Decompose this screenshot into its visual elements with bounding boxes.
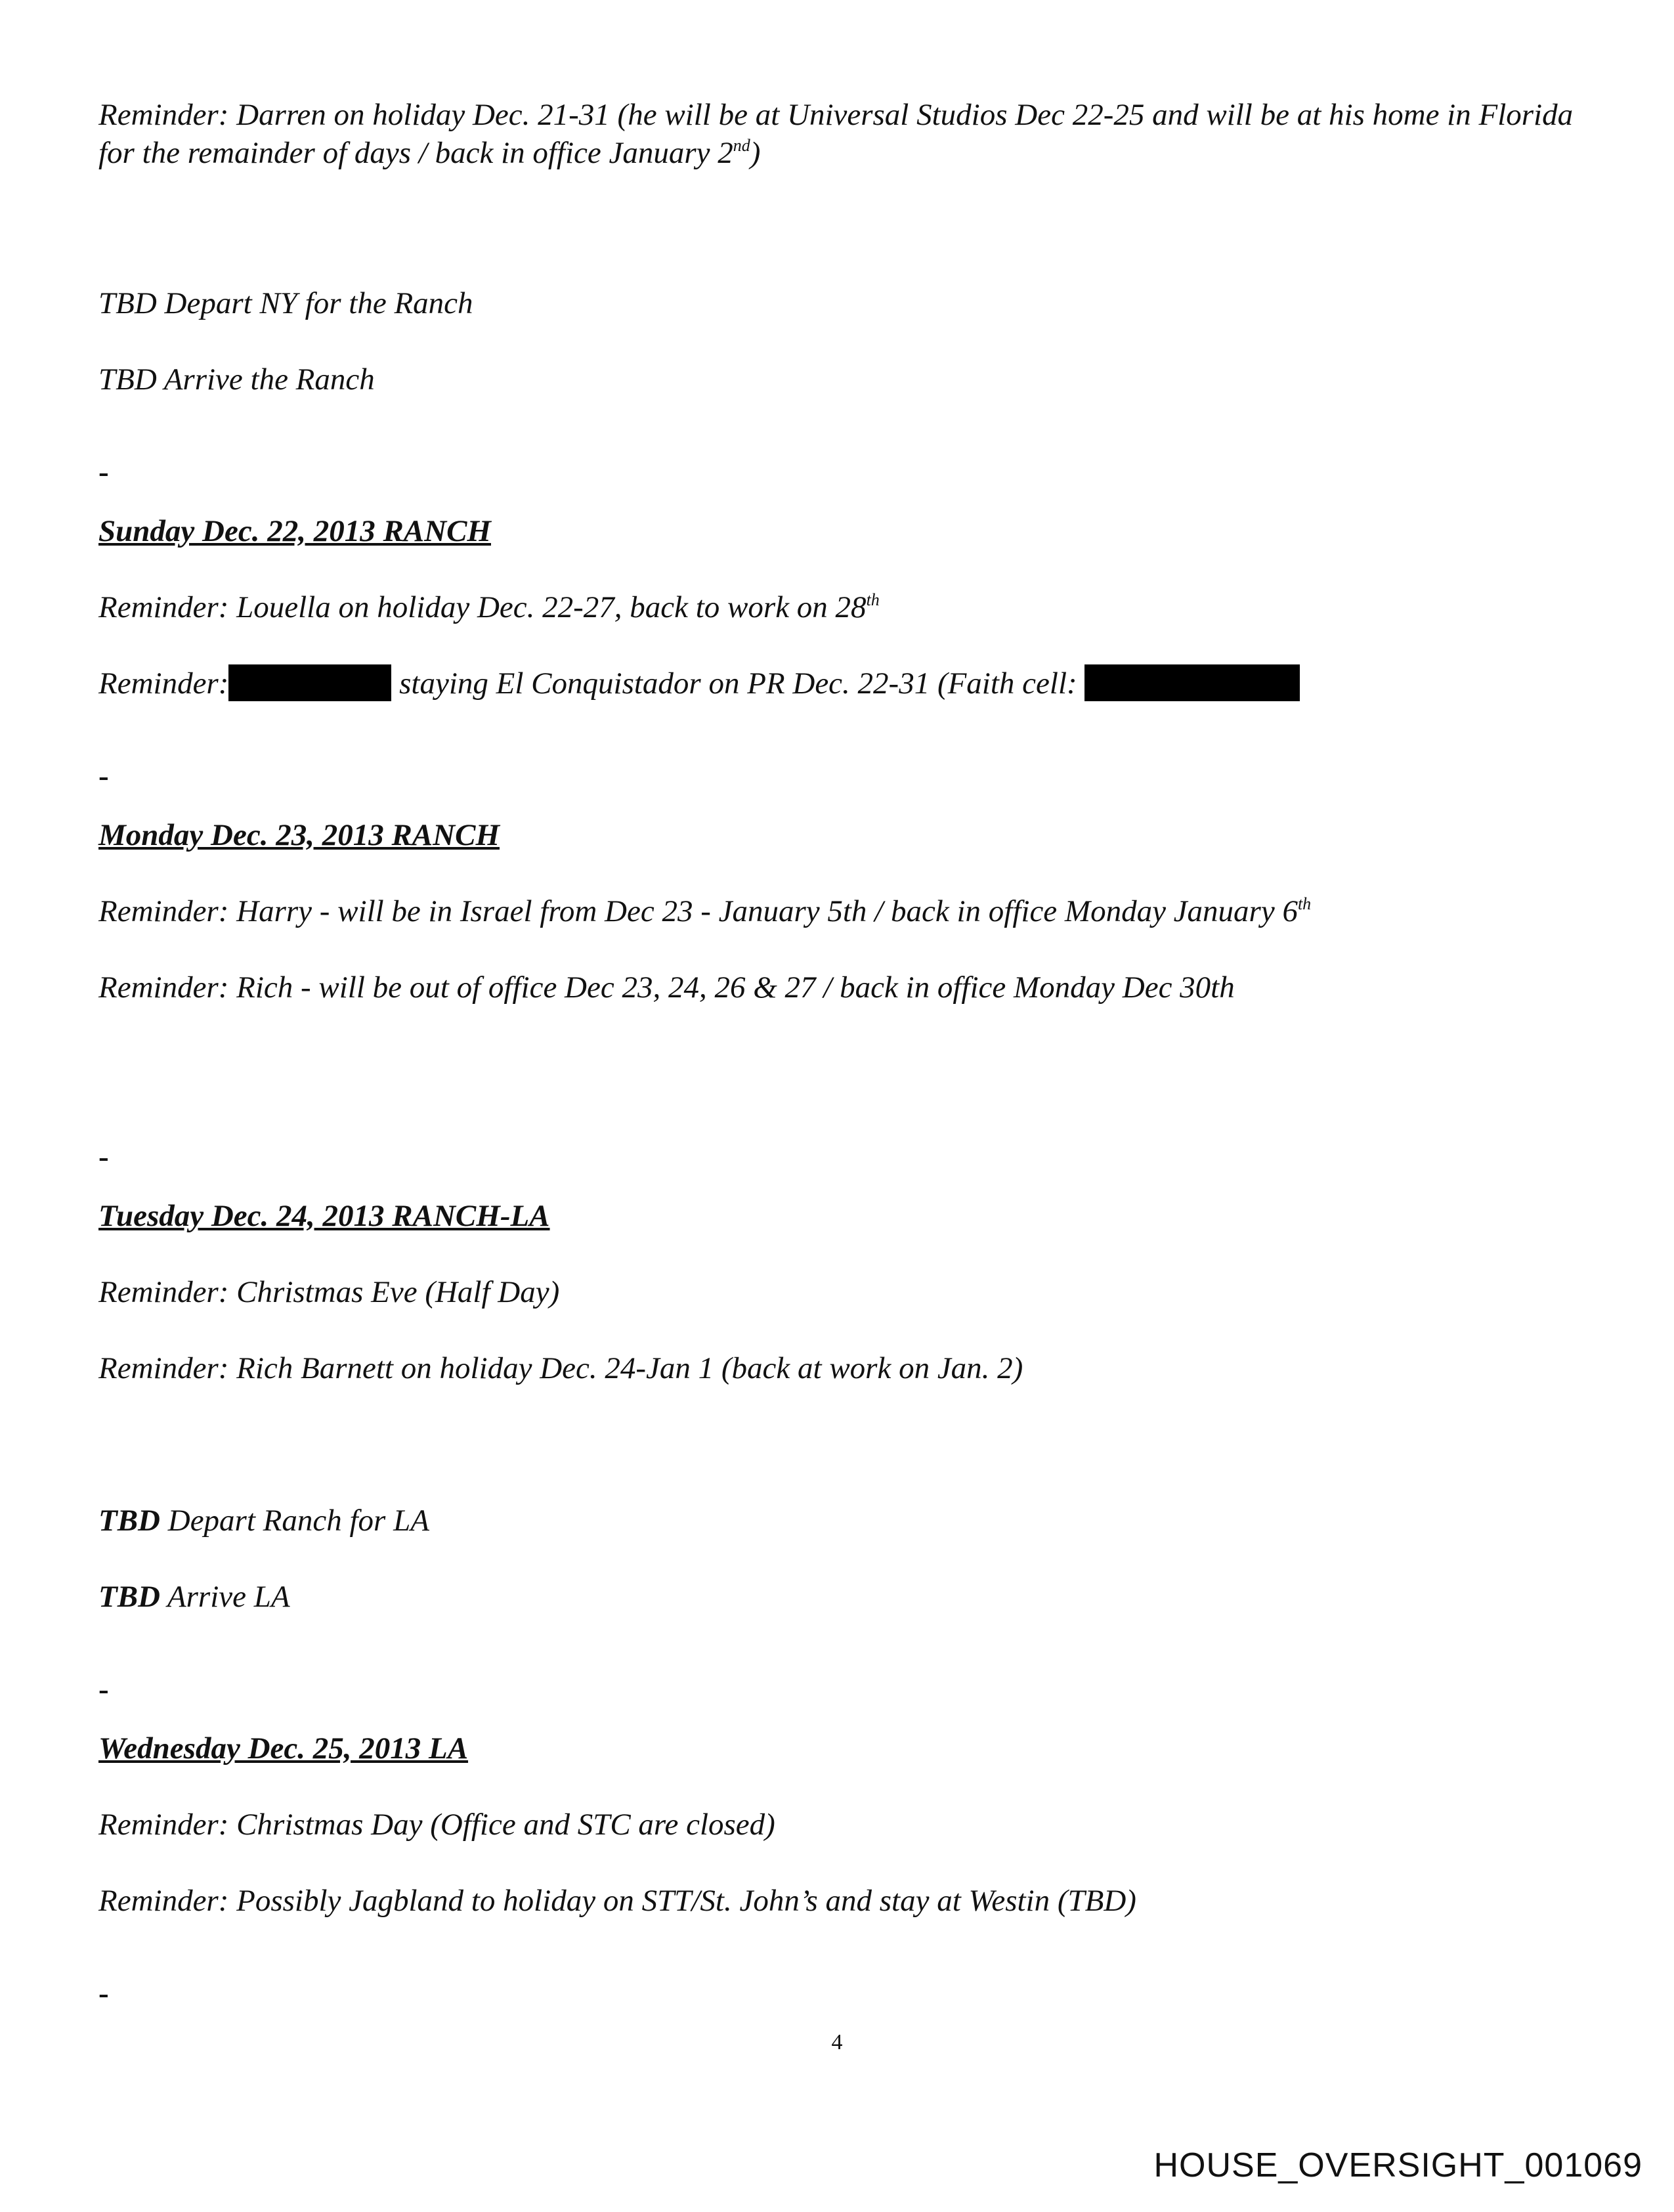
- travel-tbd-label: TBD: [98, 1504, 160, 1538]
- day-heading-sunday: Sunday Dec. 22, 2013 RANCH: [98, 514, 491, 548]
- day-heading-tuesday: Tuesday Dec. 24, 2013 RANCH-LA: [98, 1199, 550, 1233]
- separator-dash: -: [98, 759, 109, 793]
- bates-number: HOUSE_OVERSIGHT_001069: [1153, 2146, 1642, 2184]
- separator-dash: -: [98, 455, 109, 489]
- monday-reminder-1-sup: th: [1297, 894, 1312, 913]
- travel-tbd-label: TBD: [98, 1580, 160, 1614]
- sunday-reminder-1: [98, 588, 880, 626]
- monday-reminder-1: [98, 892, 1311, 930]
- travel-arrive-la-text: Arrive LA: [160, 1580, 290, 1614]
- monday-reminder-2: Reminder: Rich - will be out of office Dec 23, 24, 26 & 27 / back in office Monday Dec 30th: [98, 970, 1235, 1005]
- day-heading-monday: Monday Dec. 23, 2013 RANCH: [98, 818, 500, 852]
- travel-depart-ranch-text: Depart Ranch for LA: [160, 1504, 429, 1538]
- sunday-reminder-1-sup: th: [866, 590, 880, 609]
- travel-depart-ny: TBD Depart NY for the Ranch: [98, 286, 473, 320]
- travel-arrive-la: [98, 1578, 290, 1616]
- intro-reminder-tail: ): [750, 136, 761, 170]
- day-heading-wednesday: Wednesday Dec. 25, 2013 LA: [98, 1731, 469, 1766]
- tuesday-reminder-2: Reminder: Rich Barnett on holiday Dec. 24-Jan 1 (back at work on Jan. 2): [98, 1351, 1023, 1385]
- intro-reminder: [98, 96, 1582, 172]
- travel-depart-ranch: [98, 1502, 429, 1540]
- travel-arrive-ranch: TBD Arrive the Ranch: [98, 362, 375, 397]
- sunday-reminder-2: [98, 664, 1300, 703]
- page-number: 4: [831, 2030, 843, 2054]
- intro-reminder-sup: nd: [733, 136, 750, 155]
- separator-dash: -: [98, 1672, 109, 1706]
- sunday-reminder-2-middle: staying El Conquistador on PR Dec. 22-31 (Faith cell:: [391, 666, 1085, 701]
- separator-dash: -: [98, 1140, 109, 1174]
- separator-dash: -: [98, 1976, 109, 2010]
- redaction-block: [228, 664, 391, 701]
- redaction-block: [1084, 664, 1300, 701]
- monday-reminder-1-text: Reminder: Harry - will be in Israel from Dec 23 - January 5th / back in office Monday January 6: [98, 894, 1298, 928]
- sunday-reminder-1-text: Reminder: Louella on holiday Dec. 22-27, back to work on 28: [98, 590, 867, 624]
- wednesday-reminder-2: Reminder: Possibly Jagbland to holiday on STT/St. John’s and stay at Westin (TBD): [98, 1884, 1136, 1918]
- intro-reminder-text: Reminder: Darren on holiday Dec. 21-31 (he will be at Universal Studios Dec 22-25 and will be at his home in Florida for the remainder of days / back in office January 2: [98, 98, 1574, 170]
- sunday-reminder-2-prefix: Reminder:: [98, 666, 229, 701]
- tuesday-reminder-1: Reminder: Christmas Eve (Half Day): [98, 1275, 560, 1309]
- wednesday-reminder-1: Reminder: Christmas Day (Office and STC are closed): [98, 1808, 775, 1842]
